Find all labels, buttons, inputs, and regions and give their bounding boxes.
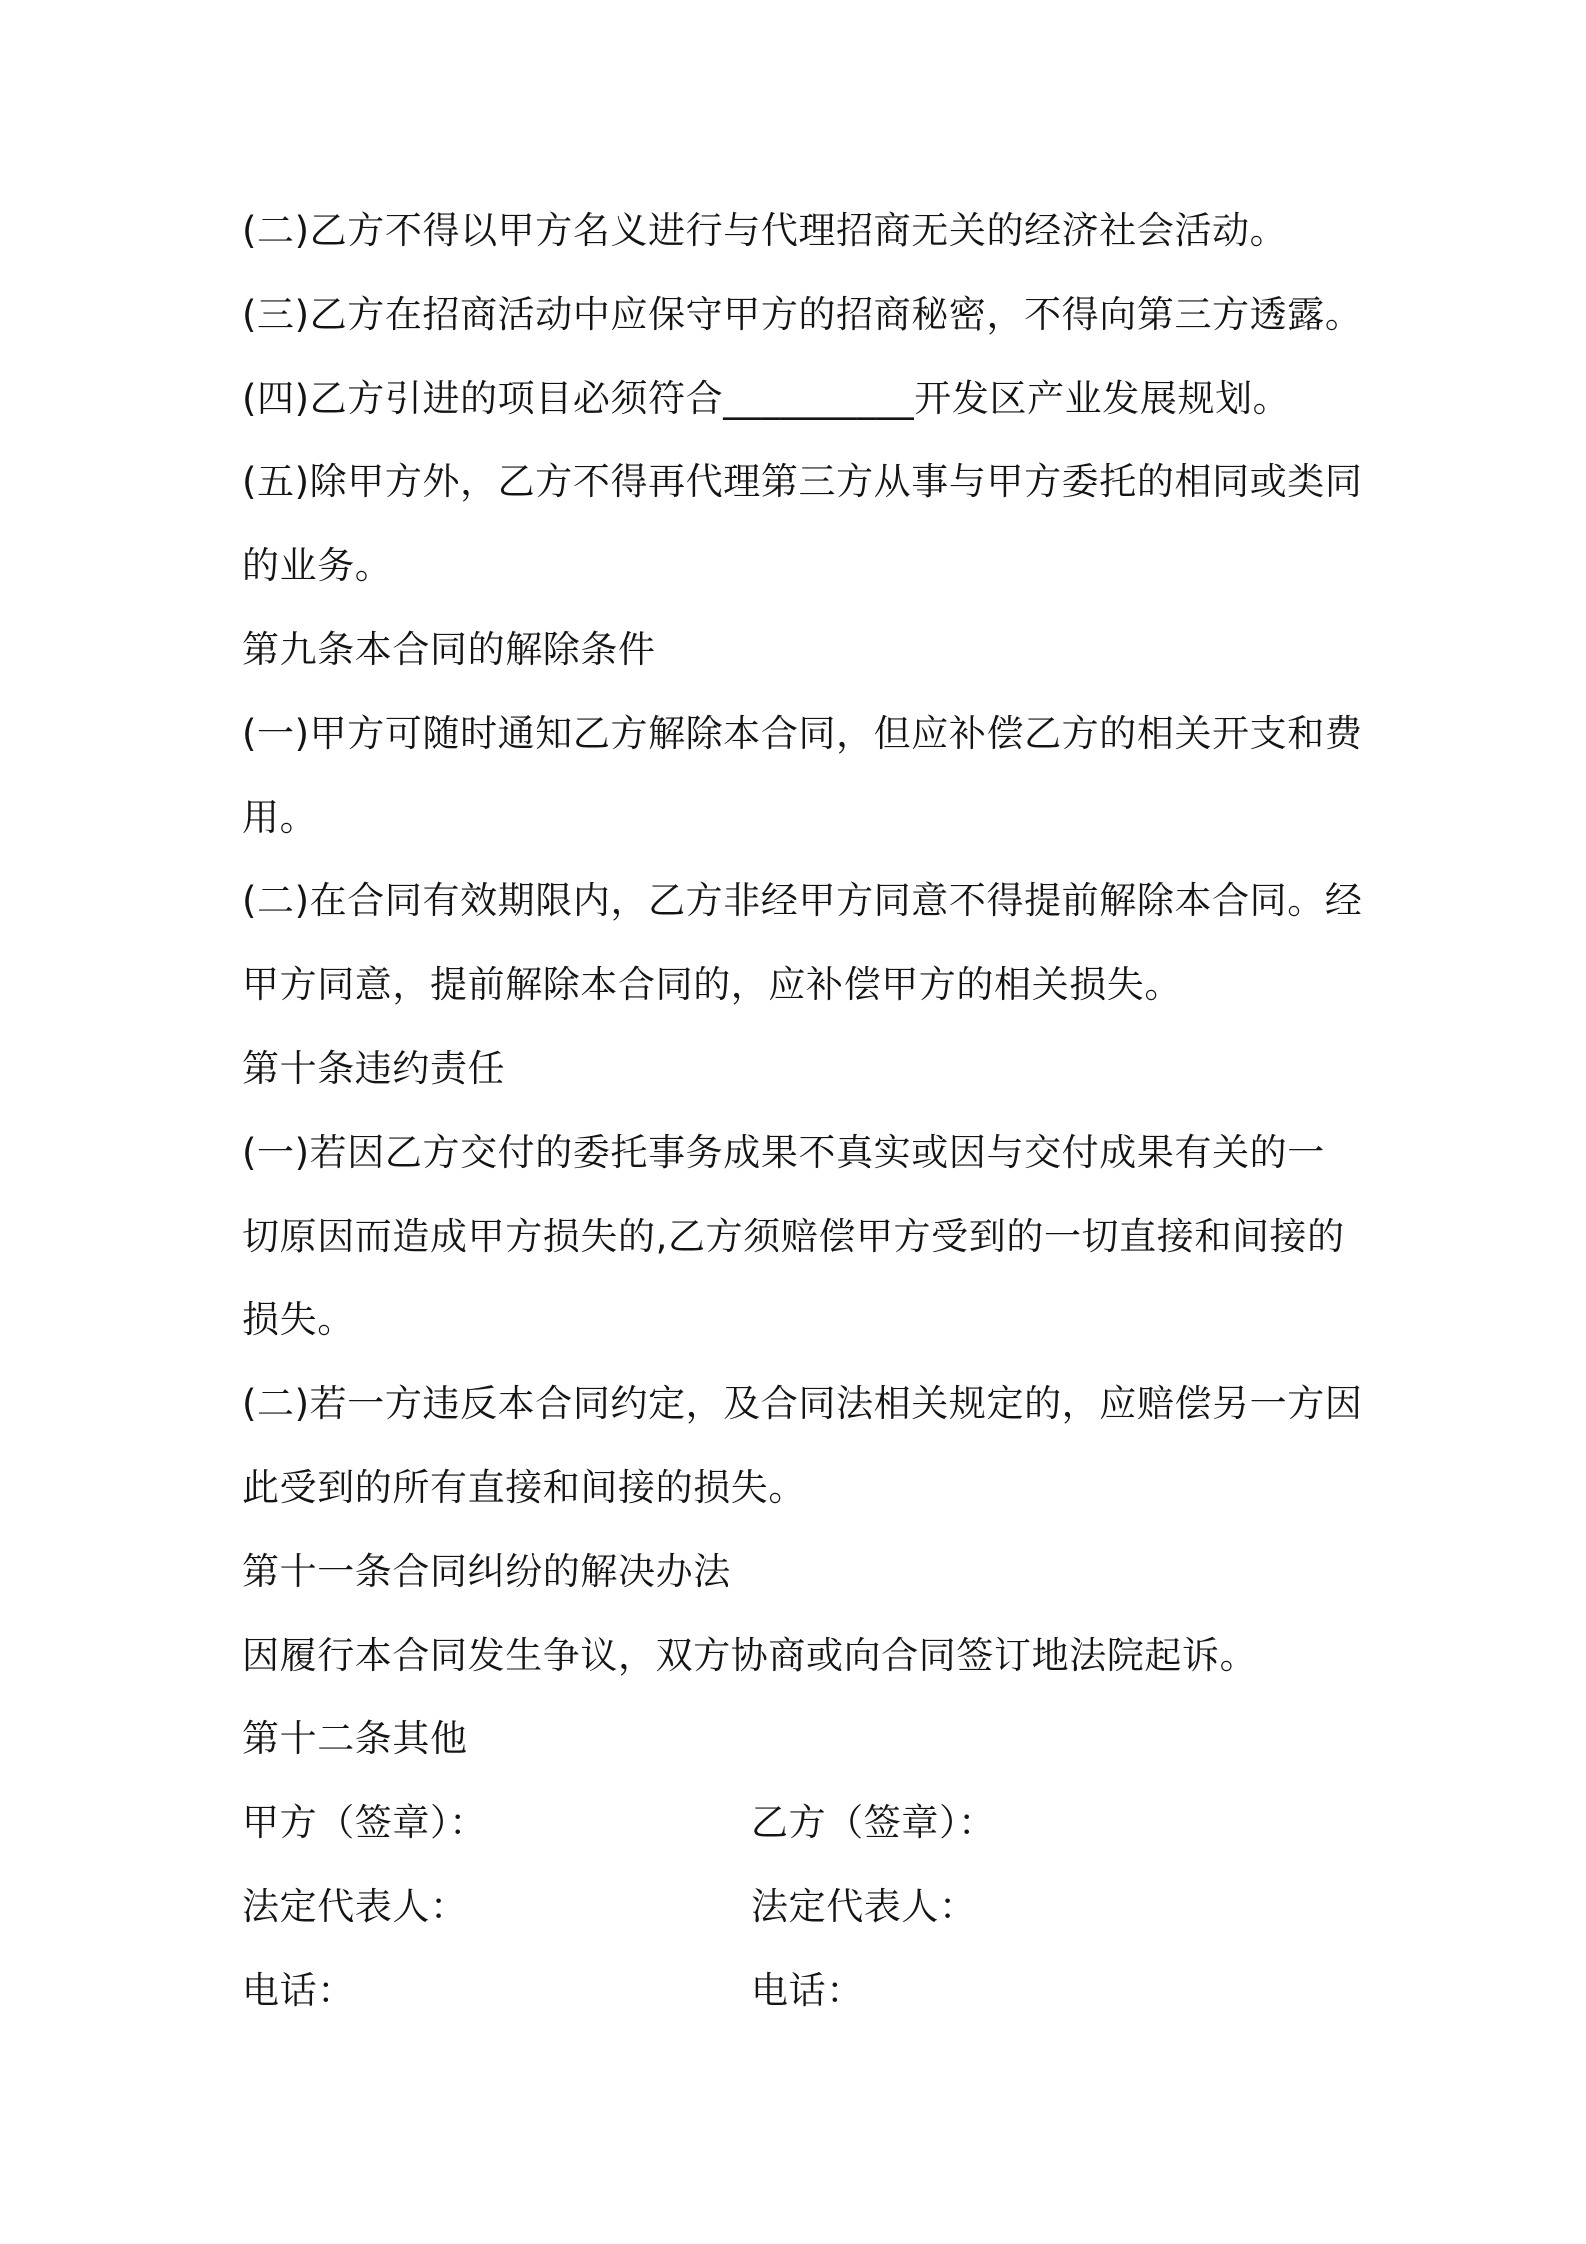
clause-line: 甲方同意，提前解除本合同的，应补偿甲方的相关损失。 [242,963,1182,1007]
party-b-seal-label: 乙方（签章）： [751,1801,996,1845]
clause-line: (五)除甲方外，乙方不得再代理第三方从事与甲方委托的相同或类同 [242,460,1363,504]
signature-seal-row [242,1781,1442,1865]
clause-line: 损失。 [242,1298,355,1342]
article-12-heading: 第十二条其他 [242,1717,468,1761]
clause-line: 切原因而造成甲方损失的,乙方须赔偿甲方受到的一切直接和间接的 [242,1214,1345,1258]
party-a-phone-label: 电话： [242,1968,355,2012]
clause-line: (三)乙方在招商活动中应保守甲方的招商秘密，不得向第三方透露。 [242,292,1363,336]
party-a-representative-label: 法定代表人： [242,1884,468,1928]
clause-line: 的业务。 [242,544,393,588]
party-a-seal-label: 甲方（签章）： [242,1801,487,1845]
clause-line: (二)若一方违反本合同约定，及合同法相关规定的，应赔偿另一方因 [242,1382,1363,1426]
party-b-phone-label: 电话： [751,1968,864,2012]
clause-line: (一)若因乙方交付的委托事务成果不真实或因与交付成果有关的一 [242,1130,1325,1174]
contract-body [242,189,1442,2033]
clause-line: (一)甲方可随时通知乙方解除本合同，但应补偿乙方的相关开支和费 [242,711,1363,755]
article-9-heading: 第九条本合同的解除条件 [242,627,656,671]
clause-line: (四)乙方引进的项目必须符合__________开发区产业发展规划。 [242,376,1291,420]
clause-line: 用。 [242,795,318,839]
party-b-representative-label: 法定代表人： [751,1884,977,1928]
clause-line: 此受到的所有直接和间接的损失。 [242,1465,806,1509]
article-10-heading: 第十条违约责任 [242,1046,506,1090]
signature-phone-row [242,1949,1442,2033]
article-11-heading: 第十一条合同纠纷的解决办法 [242,1549,731,1593]
clause-line: 因履行本合同发生争议，双方协商或向合同签订地法院起诉。 [242,1633,1258,1677]
clause-line: (二)乙方不得以甲方名义进行与代理招商无关的经济社会活动。 [242,209,1288,252]
clause-line: (二)在合同有效期限内，乙方非经甲方同意不得提前解除本合同。经 [242,879,1363,923]
signature-representative-row [242,1865,1442,1949]
